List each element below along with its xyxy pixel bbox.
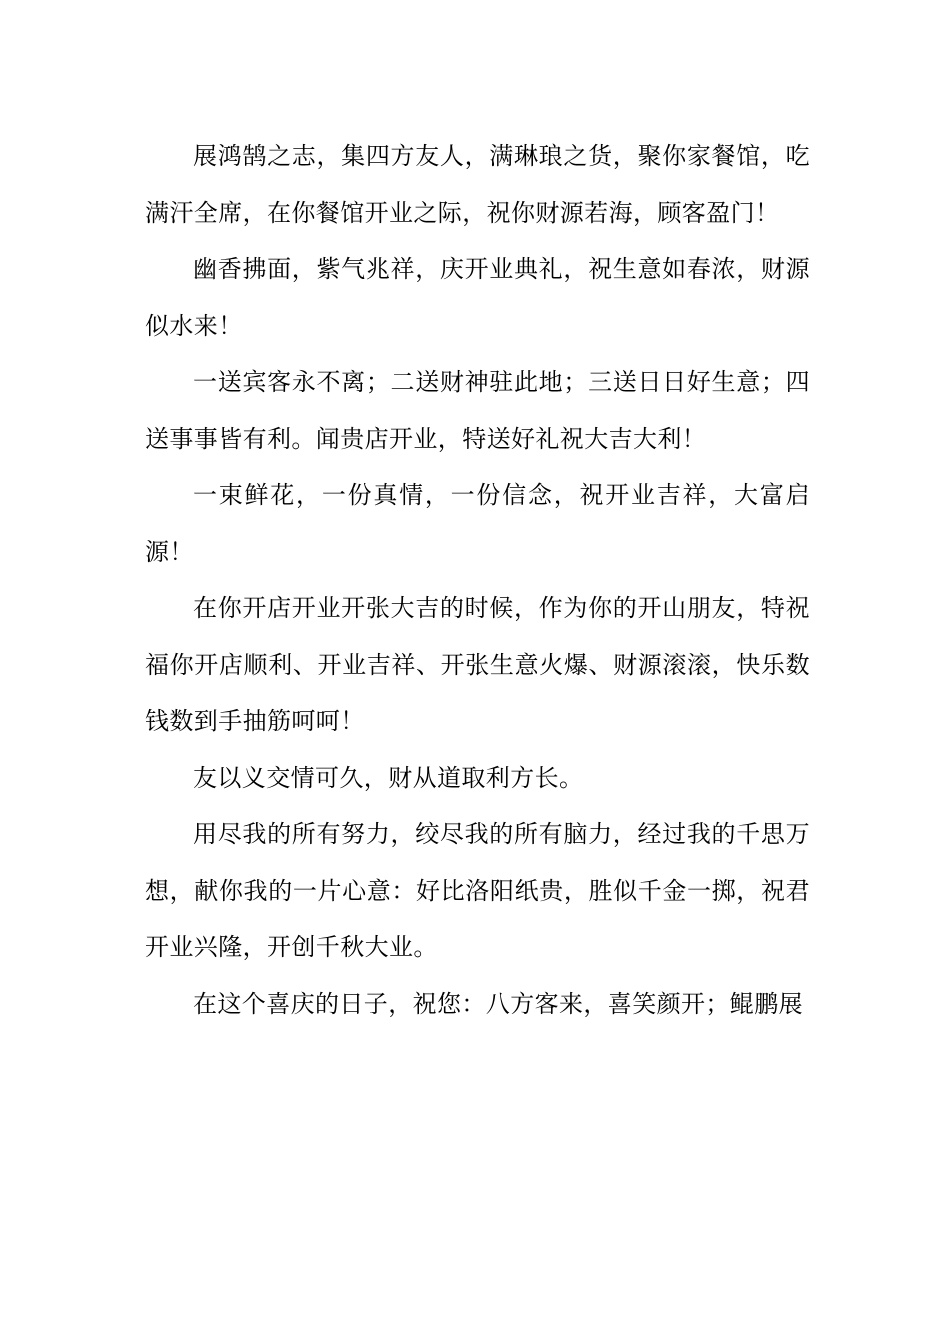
paragraph-5: 在你开店开业开张大吉的时候，作为你的开山朋友，特祝福你开店顺利、开业吉祥、开张生意火爆、财源滚滚，快乐数钱数到手抽筋呵呵！ <box>145 594 810 735</box>
paragraph-3: 一送宾客永不离；二送财神驻此地；三送日日好生意；四送事事皆有利。闻贵店开业，特送好礼祝大吉大利！ <box>145 368 810 453</box>
paragraph-4: 一束鲜花，一份真情，一份信念，祝开业吉祥，大富启源！ <box>145 481 810 566</box>
document-body <box>145 128 810 1032</box>
paragraph-6: 友以义交情可久，财从道取利方长。 <box>193 763 584 792</box>
paragraph-1: 展鸿鹄之志，集四方友人，满琳琅之货，聚你家餐馆，吃满汗全席，在你餐馆开业之际，祝你财源若海，顾客盈门！ <box>145 142 810 227</box>
paragraph-7: 用尽我的所有努力，绞尽我的所有脑力，经过我的千思万想，献你我的一片心意：好比洛阳纸贵，胜似千金一掷，祝君开业兴隆，开创千秋大业。 <box>145 820 810 961</box>
paragraph-2: 幽香拂面，紫气兆祥，庆开业典礼，祝生意如春浓，财源似水来！ <box>145 255 810 340</box>
paragraph-8: 在这个喜庆的日子，祝您：八方客来，喜笑颜开；鲲鹏展 <box>193 989 803 1018</box>
